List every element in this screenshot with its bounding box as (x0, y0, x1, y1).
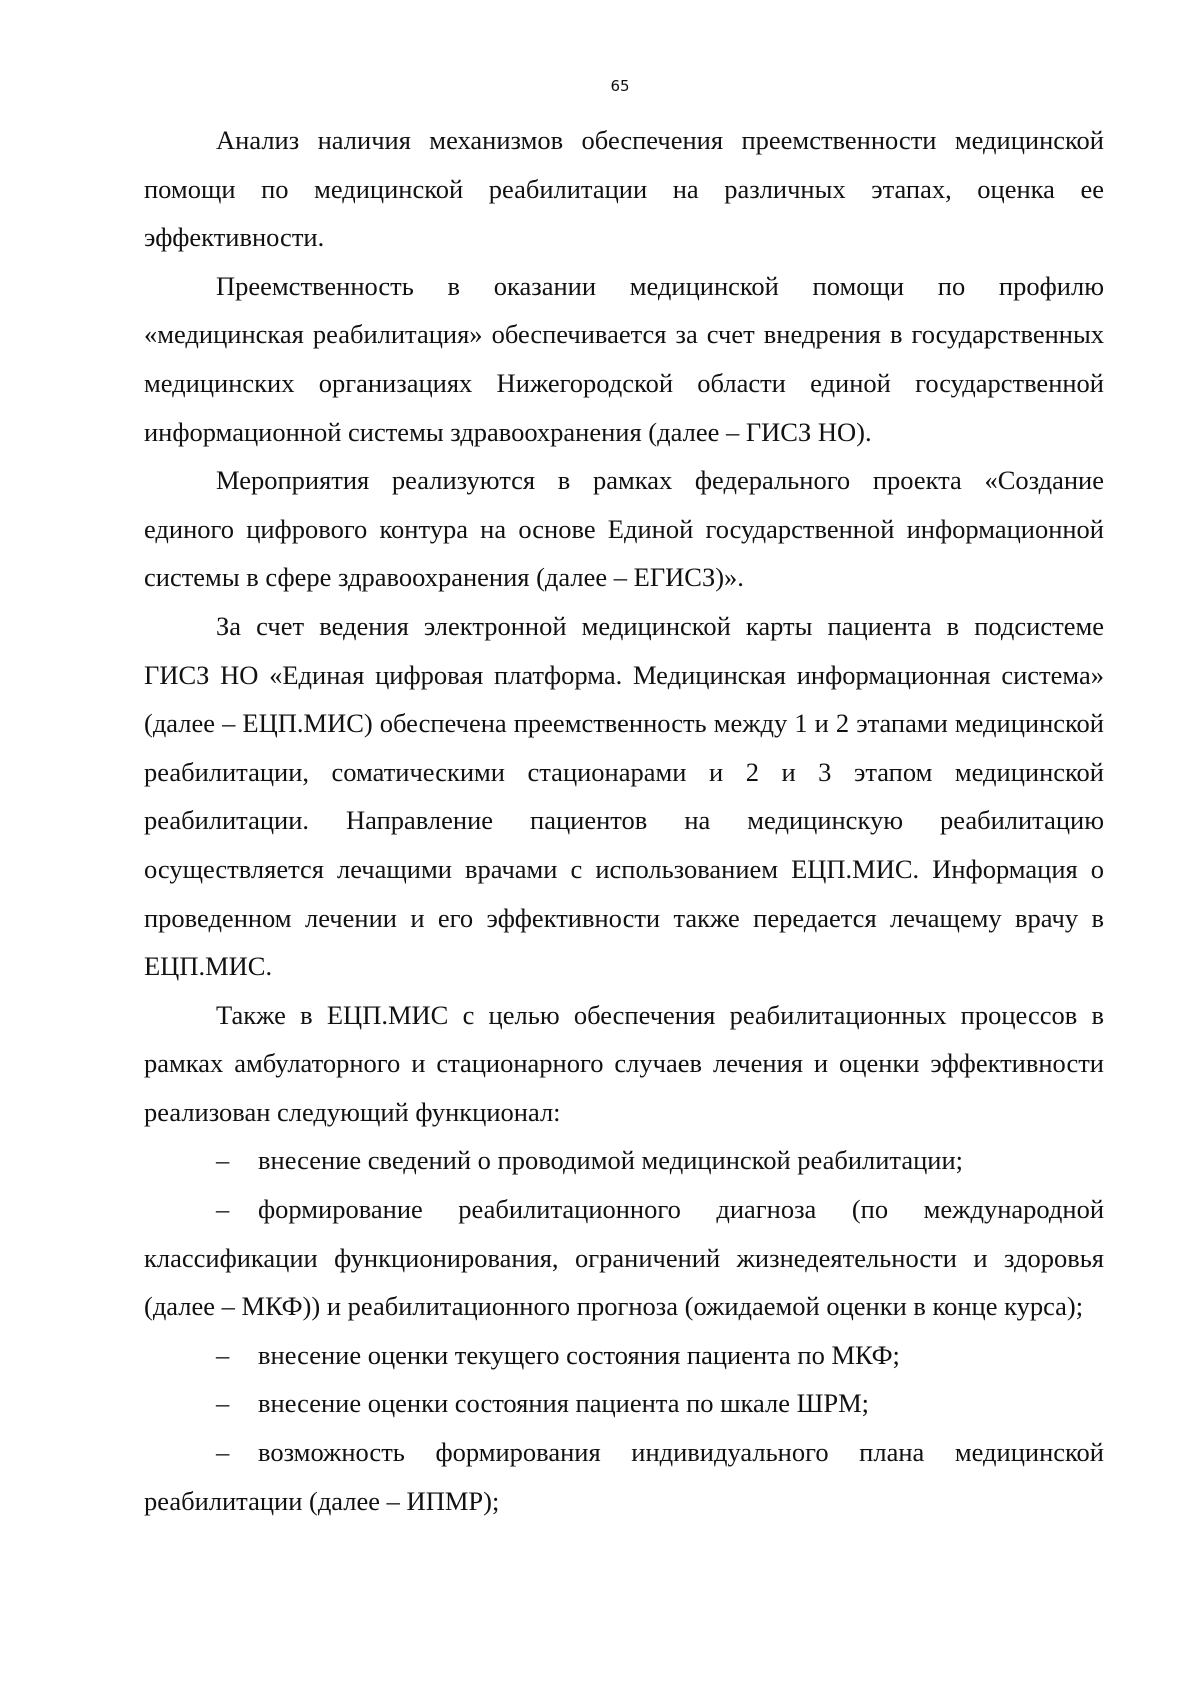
list-item-text: внесение оценки состояния пациента по шкале ШРМ; (258, 1388, 870, 1419)
list-item (144, 1331, 1104, 1380)
list-item-text: возможность формирования индивидуального плана медицинской реабилитации (далее – ИПМР); (144, 1437, 1104, 1516)
page-number: 65 (610, 77, 630, 95)
document-body (144, 116, 1104, 1525)
paragraph: Также в ЕЦП.МИС с целью обеспечения реабилитационных процессов в рамках амбулаторного и стационарного случаев лечения и оценки эффективности реализован следующий функционал: (144, 999, 1104, 1127)
list-item (144, 1185, 1104, 1331)
paragraph: За счет ведения электронной медицинской карты пациента в подсистеме ГИСЗ НО «Единая цифровая платформа. Медицинская информационная система» (далее – ЕЦП.МИС) обеспечена преемственность между 1 и 2 этапами медицинской реабилитации, соматическими стационарами и 2 и 3 этапом медицинской реабилитации. Направление пациентов на медицинскую реабилитацию осуществляется лечащими врачами с использованием ЕЦП.МИС. Информация о проведенном лечении и его эффективности также передается лечащему врачу в ЕЦП.МИС. (144, 610, 1104, 982)
bullet-dash: – (216, 1388, 230, 1419)
paragraph: Мероприятия реализуются в рамках федерального проекта «Создание единого цифрового контура на основе Единой государственной информационной системы в сфере здравоохранения (далее – ЕГИСЗ)». (144, 465, 1104, 593)
bullet-dash: – (216, 1145, 230, 1176)
list-item (144, 1136, 1104, 1185)
list-item (144, 1428, 1104, 1525)
list-item-text: внесение сведений о проводимой медицинской реабилитации; (258, 1145, 964, 1176)
list-item-text: формирование реабилитационного диагноза (по международной классификации функционирования, ограничений жизнедеятельности и здоровья (далее – МКФ)) и реабилитационного прогноза (ожидаемой оценки в конце курса); (144, 1194, 1104, 1322)
paragraph: Анализ наличия механизмов обеспечения преемственности медицинской помощи по медицинской реабилитации на различных этапах, оценка ее эффективности. (144, 125, 1104, 253)
bullet-dash: – (216, 1437, 230, 1468)
bullet-dash: – (216, 1339, 230, 1370)
list-item (144, 1379, 1104, 1428)
list-item-text: внесение оценки текущего состояния пациента по МКФ; (258, 1339, 900, 1370)
bullet-dash: – (216, 1194, 230, 1225)
paragraph: Преемственность в оказании медицинской помощи по профилю «медицинская реабилитация» обеспечивается за счет внедрения в государственных медицинских организациях Нижегородской области единой государственной информационной системы здравоохранения (далее – ГИСЗ НО). (144, 270, 1104, 447)
